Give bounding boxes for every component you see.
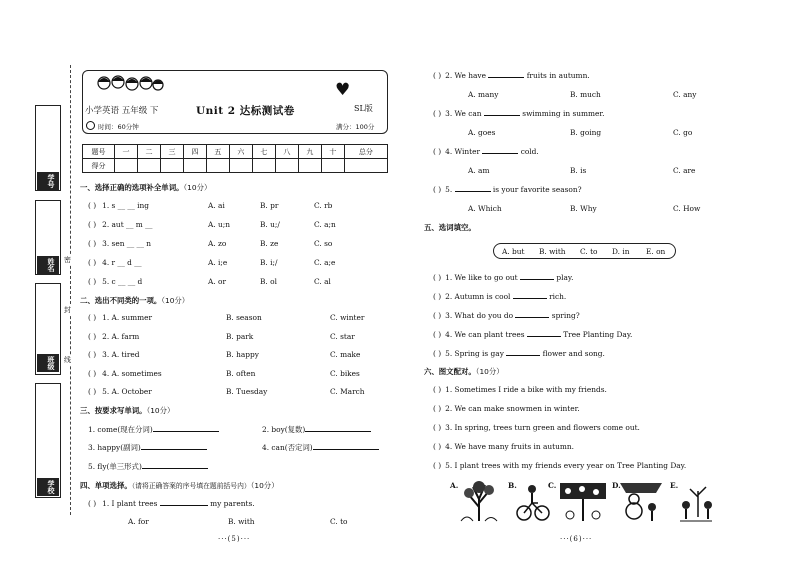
question-row	[88, 258, 142, 267]
question-row	[88, 387, 152, 396]
section3-title	[80, 405, 174, 416]
picture-label: C.	[548, 481, 557, 490]
option	[260, 201, 278, 210]
question-row	[433, 185, 582, 194]
answer-blank[interactable]	[513, 292, 547, 299]
section5-heading: 五、选词填空。	[424, 223, 476, 232]
option-a: A. or	[208, 277, 227, 286]
answer-paren[interactable]: ( )	[433, 385, 442, 394]
section4-points: （10分）	[250, 481, 279, 490]
bike-icon	[516, 481, 550, 523]
question-stem: 2. aut __ m __	[102, 220, 153, 229]
answer-blank[interactable]	[484, 109, 520, 116]
school-label: 学校	[37, 478, 59, 496]
score-table-score-row	[83, 159, 388, 173]
subject-label: 小学英语 五年级 下	[85, 106, 159, 116]
stem-part-b: is your favorite season?	[492, 185, 582, 194]
answer-paren[interactable]: ( )	[88, 239, 97, 248]
word-item	[262, 424, 371, 435]
planting-icon	[678, 481, 714, 523]
option	[330, 332, 355, 341]
word-item-label: 1. come(现在分词)	[88, 425, 153, 434]
question-row	[88, 313, 152, 322]
section5-title	[424, 222, 476, 233]
answer-paren[interactable]: ( )	[88, 258, 97, 267]
seal-line	[70, 65, 71, 515]
question-row	[88, 277, 142, 286]
option	[314, 277, 331, 286]
option-b: B. happy	[226, 350, 259, 359]
section6-heading: 六、图文配对。	[424, 367, 476, 376]
option-b: B. often	[226, 368, 256, 378]
answer-blank[interactable]	[515, 311, 549, 318]
answer-blank[interactable]	[305, 425, 371, 432]
score-cell[interactable]	[137, 159, 160, 173]
question-row	[433, 461, 686, 470]
answer-blank[interactable]	[313, 443, 379, 450]
question-row	[433, 404, 580, 413]
option-c: C. How	[673, 204, 701, 213]
stem-part-a: 2. Autumn is cool	[445, 292, 511, 301]
option	[673, 90, 696, 99]
question-row	[433, 311, 580, 320]
word-bank	[493, 243, 676, 259]
answer-blank[interactable]	[153, 425, 219, 432]
stem-part-a: 4. Winter	[445, 147, 480, 156]
answer-paren[interactable]: ( )	[433, 461, 442, 470]
option-c: C. a;e	[314, 258, 336, 267]
stem-part-a: 5.	[445, 185, 453, 194]
question-stem: 5. c __ __ d	[102, 277, 143, 286]
student-id-label: 学号	[37, 172, 59, 190]
score-cell[interactable]	[275, 159, 298, 173]
option-c: C. a;n	[314, 220, 336, 229]
option	[260, 239, 278, 248]
option	[260, 220, 280, 229]
answer-paren[interactable]: ( )	[88, 277, 97, 286]
match-sentence: 1. Sometimes I ride a bike with my friends.	[445, 385, 607, 394]
stem-part-a: 3. We can	[445, 109, 482, 118]
answer-paren[interactable]: ( )	[433, 273, 442, 282]
option	[468, 166, 489, 175]
option-b: B. park	[226, 331, 254, 341]
stem-part-b: fruits in autumn.	[526, 71, 590, 80]
option-c: C. March	[330, 387, 365, 396]
answer-paren[interactable]: ( )	[88, 331, 97, 341]
question-row	[88, 239, 151, 248]
clock-icon	[86, 121, 95, 130]
answer-paren[interactable]: ( )	[433, 349, 442, 358]
picture-label: E.	[670, 481, 679, 490]
word-item-label: 4. can(否定词)	[262, 443, 313, 452]
question-row	[433, 273, 573, 282]
option-a: 5. A. October	[102, 387, 152, 396]
page-number-left: ···(5)···	[218, 535, 251, 543]
option-a: 1. A. summer	[102, 313, 153, 322]
option	[570, 204, 597, 213]
edition-label: SL版	[354, 104, 373, 113]
picture-e	[670, 481, 714, 523]
question-row	[433, 385, 607, 394]
picture-label: B.	[508, 481, 517, 490]
option-c: C. go	[673, 128, 693, 137]
page-number-right: ···(6)···	[560, 535, 593, 543]
section2-points: （10分）	[161, 296, 190, 305]
option-b: B. going	[570, 128, 602, 137]
stem-part-a: 4. We can plant trees	[445, 330, 525, 339]
option	[673, 166, 695, 175]
option-c: C. are	[673, 166, 696, 175]
stem-part-a: 5. Spring is gay	[445, 349, 504, 358]
word-option: D. in	[612, 247, 630, 256]
option-a: 4. A. sometimes	[102, 368, 162, 378]
option	[260, 277, 277, 286]
word-item-label: 2. boy(复数)	[262, 425, 306, 434]
answer-paren[interactable]: ( )	[88, 350, 97, 359]
option	[208, 220, 230, 229]
answer-paren[interactable]: ( )	[433, 71, 442, 80]
answer-blank[interactable]	[520, 273, 554, 280]
picture-d	[612, 481, 666, 523]
option-c: C. star	[330, 331, 355, 341]
score-header-cell: 十	[321, 145, 344, 159]
option	[330, 350, 360, 359]
school-box[interactable]	[35, 383, 61, 498]
answer-paren[interactable]: ( )	[433, 109, 442, 118]
question-row	[433, 442, 574, 451]
answer-paren[interactable]: ( )	[433, 311, 442, 320]
score-header-cell: 总分	[344, 145, 387, 159]
option-b: B. season	[226, 313, 262, 322]
children-illustration	[96, 74, 164, 96]
section2-heading: 二、选出不同类的一项。	[80, 296, 162, 305]
tree-icon	[459, 481, 499, 523]
full-score: 满分：100分	[336, 123, 375, 131]
picture-b	[508, 481, 550, 523]
student-id-box[interactable]	[35, 105, 61, 191]
score-cell[interactable]	[183, 159, 206, 173]
option-b: B. with	[228, 517, 255, 526]
option	[468, 204, 502, 213]
answer-paren[interactable]: ( )	[433, 292, 442, 301]
stem-part-b: cold.	[520, 147, 539, 156]
option-a: A. am	[468, 166, 490, 175]
option-b: B. ol	[260, 277, 277, 286]
question-row	[88, 332, 139, 341]
question-row	[433, 292, 566, 301]
option-b: B. i;/	[260, 258, 278, 267]
fruit-tree-icon	[558, 481, 608, 523]
option-c: C. rb	[314, 201, 333, 210]
option-c: C. so	[314, 239, 333, 248]
class-box[interactable]	[35, 283, 61, 375]
answer-paren[interactable]: ( )	[433, 404, 442, 413]
picture-a	[450, 481, 500, 523]
page-number-right-value: 6	[573, 535, 579, 543]
word-option: B. with	[539, 247, 566, 256]
stem-part-a: 2. We have	[445, 71, 486, 80]
score-cell[interactable]	[160, 159, 183, 173]
score-header-cell: 四	[183, 145, 206, 159]
option	[314, 201, 332, 210]
option-c: C. make	[330, 350, 361, 359]
option	[128, 517, 149, 526]
score-cell[interactable]	[344, 159, 387, 173]
option	[314, 258, 335, 267]
score-header-cell: 三	[160, 145, 183, 159]
option-b: B. Tuesday	[226, 387, 268, 396]
stem-part-a: 1. We like to go out	[445, 273, 518, 282]
word-item	[88, 442, 207, 453]
word-item	[262, 442, 379, 453]
section1-points: （10分）	[183, 183, 212, 192]
stem-part-b: flower and song.	[542, 349, 605, 358]
score-header-cell: 二	[137, 145, 160, 159]
section1-heading: 一、选择正确的选项补全单词。	[80, 183, 184, 192]
answer-blank[interactable]	[141, 443, 207, 450]
option	[226, 369, 255, 378]
option	[226, 350, 259, 359]
word-item	[88, 461, 208, 472]
question-row	[433, 109, 604, 118]
match-sentence: 4. We have many fruits in autumn.	[445, 442, 574, 451]
score-header-cell: 一	[115, 145, 138, 159]
option-b: B. much	[570, 90, 601, 99]
question-row	[433, 423, 640, 432]
option-a: A. zo	[208, 239, 227, 248]
score-header-cell: 八	[275, 145, 298, 159]
name-label: 姓名	[37, 256, 59, 274]
option	[208, 258, 227, 267]
word-item-label: 3. happy(副词)	[88, 443, 141, 452]
option	[330, 313, 364, 322]
option-a: A. u;n	[208, 220, 231, 229]
option-a: 2. A. farm	[102, 331, 140, 341]
score-header-cell: 七	[252, 145, 275, 159]
answer-paren[interactable]: ( )	[433, 442, 442, 451]
stem-part-b: swimming in summer.	[522, 109, 605, 118]
option	[468, 128, 495, 137]
option-a: 3. A. tired	[102, 350, 140, 359]
section1-title	[80, 182, 211, 193]
option-a: A. goes	[468, 128, 496, 137]
answer-paren[interactable]: ( )	[88, 220, 97, 229]
option-c: C. any	[673, 90, 697, 99]
stem-part-a: 1. I plant trees	[102, 499, 158, 508]
stem-part-a: 3. What do you do	[445, 311, 514, 320]
option-b: B. Why	[570, 204, 597, 213]
score-table	[82, 144, 388, 173]
score-row-label: 得分	[83, 159, 115, 173]
answer-blank[interactable]	[482, 147, 518, 154]
question-row	[88, 201, 149, 210]
section3-heading: 三、按要求写单词。	[80, 406, 147, 415]
answer-paren[interactable]: ( )	[88, 313, 97, 322]
answer-paren[interactable]: ( )	[88, 387, 97, 396]
question-row	[433, 349, 605, 358]
answer-blank[interactable]	[160, 499, 208, 506]
section3-points: （10分）	[146, 406, 175, 415]
option	[260, 258, 277, 267]
page-title: Unit 2 达标测试卷	[196, 105, 295, 117]
option-c: C. to	[330, 517, 348, 526]
score-table-header-row	[83, 145, 388, 159]
word-option: A. but	[502, 247, 525, 256]
seal-char-xian: 线	[64, 356, 71, 364]
option-a: A. many	[468, 90, 499, 99]
option-b: B. ze	[260, 239, 279, 248]
section4-note: （请将正确答案的序号填在题前括号内）	[131, 482, 251, 490]
section6-points: （10分）	[475, 367, 504, 376]
word-item-label: 5. fly(单三形式)	[88, 462, 142, 471]
option	[673, 204, 700, 213]
answer-blank[interactable]	[488, 71, 524, 78]
option-a: A. i;e	[208, 258, 228, 267]
answer-paren[interactable]: ( )	[88, 499, 97, 508]
match-sentence: 2. We can make snowmen in winter.	[445, 404, 580, 413]
question-row	[433, 147, 539, 156]
question-stem: 1. s __ __ ing	[102, 201, 150, 210]
page-number-left-value: 5	[231, 535, 237, 543]
option	[330, 517, 348, 526]
word-option: C. to	[580, 247, 598, 256]
option	[314, 239, 332, 248]
option	[330, 387, 365, 396]
option	[330, 369, 360, 378]
question-row	[88, 350, 140, 359]
option	[570, 166, 586, 175]
time-limit: 时间：60分钟	[98, 123, 139, 131]
score-cell[interactable]	[252, 159, 275, 173]
seal-char-mi: 密	[64, 256, 71, 264]
stem-part-b: spring?	[551, 311, 580, 320]
word-option: E. on	[646, 247, 666, 256]
answer-paren[interactable]: ( )	[433, 147, 442, 156]
answer-paren[interactable]: ( )	[88, 201, 97, 210]
answer-blank[interactable]	[455, 185, 491, 192]
word-item	[88, 424, 219, 435]
score-cell[interactable]	[206, 159, 229, 173]
answer-paren[interactable]: ( )	[433, 330, 442, 339]
score-cell[interactable]	[115, 159, 138, 173]
score-cell[interactable]	[229, 159, 252, 173]
option	[208, 277, 226, 286]
score-header-cell: 六	[229, 145, 252, 159]
answer-paren[interactable]: ( )	[433, 423, 442, 432]
section6-title	[424, 366, 504, 377]
class-label: 班级	[37, 354, 59, 372]
option	[570, 128, 601, 137]
heart-icon: ♥	[335, 80, 351, 100]
answer-paren[interactable]: ( )	[433, 185, 442, 194]
question-row	[88, 220, 153, 229]
option	[314, 220, 336, 229]
option	[673, 128, 692, 137]
option-c: C. al	[314, 277, 331, 286]
option	[570, 90, 601, 99]
answer-blank[interactable]	[142, 462, 208, 469]
option-c: C. bikes	[330, 368, 360, 378]
match-sentence: 3. In spring, trees turn green and flowers come out.	[445, 423, 640, 432]
match-sentence: 5. I plant trees with my friends every year on Tree Planting Day.	[445, 461, 687, 470]
option	[226, 387, 267, 396]
option	[468, 90, 498, 99]
option-b: B. is	[570, 166, 587, 175]
option	[228, 517, 255, 526]
stem-part-b: play.	[556, 273, 574, 282]
stem-part-b: Tree Planting Day.	[563, 330, 633, 339]
stem-part-b: my parents.	[210, 499, 255, 508]
question-row	[433, 330, 632, 339]
score-cell[interactable]	[321, 159, 344, 173]
score-cell[interactable]	[298, 159, 321, 173]
question-row	[88, 499, 255, 508]
name-box[interactable]	[35, 200, 61, 275]
section2-title	[80, 295, 189, 306]
question-row	[433, 71, 590, 80]
option	[208, 201, 225, 210]
snowman-icon	[620, 481, 662, 523]
option-a: A. for	[128, 517, 149, 526]
option-a: A. ai	[208, 201, 225, 210]
section4-heading: 四、单项选择。	[80, 481, 132, 490]
question-row	[88, 369, 162, 378]
option-b: B. pr	[260, 201, 279, 210]
section4-title	[80, 480, 279, 491]
option	[226, 332, 253, 341]
option-a: A. Which	[468, 204, 502, 213]
stem-part-b: rich.	[549, 292, 567, 301]
option	[226, 313, 262, 322]
picture-c	[548, 481, 608, 523]
picture-label: A.	[450, 481, 459, 490]
option-c: C. winter	[330, 313, 365, 322]
option	[208, 239, 226, 248]
answer-blank[interactable]	[527, 330, 561, 337]
question-stem: 4. r __ d __	[102, 258, 142, 267]
option-b: B. u;/	[260, 220, 280, 229]
answer-blank[interactable]	[506, 349, 540, 356]
score-header-cell: 题号	[83, 145, 115, 159]
question-stem: 3. sen __ __ n	[102, 239, 152, 248]
answer-paren[interactable]: ( )	[88, 368, 97, 378]
seal-char-feng: 封	[64, 306, 71, 314]
score-header-cell: 九	[298, 145, 321, 159]
picture-label: D.	[612, 481, 621, 490]
score-header-cell: 五	[206, 145, 229, 159]
